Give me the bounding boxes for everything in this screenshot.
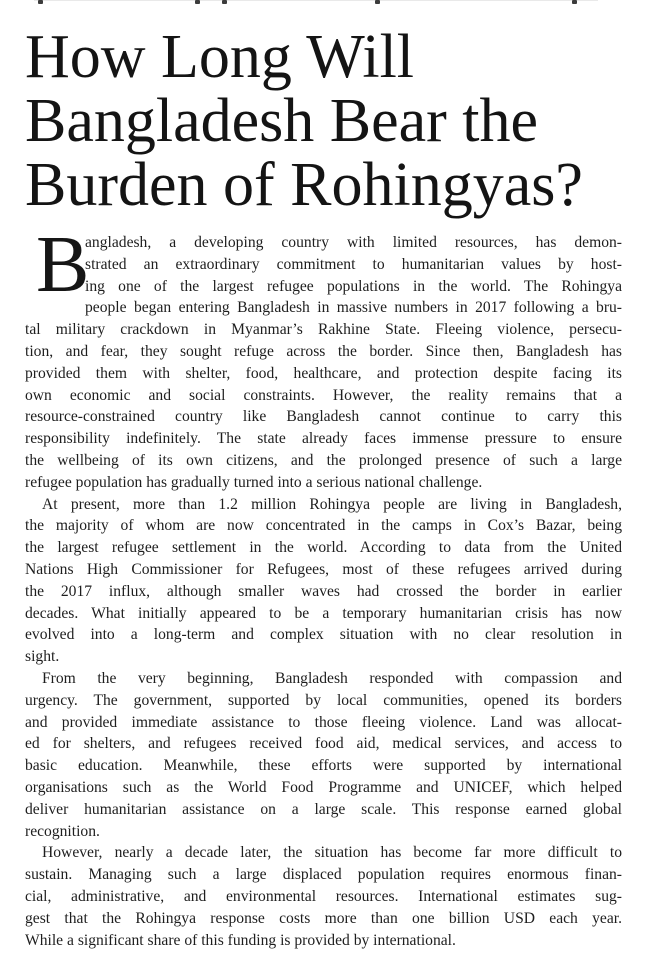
text-line: However, nearly a decade later, the situation has become far more difficult to bbox=[42, 844, 622, 862]
text-line: own economic and social constraints. However, the reality remains that a bbox=[25, 386, 622, 404]
text-line: While a significant share of this funding is provided by international. bbox=[25, 931, 456, 949]
text-line: At present, more than 1.2 million Rohingya people are living in Bangladesh, bbox=[42, 495, 622, 513]
glyph-fragment bbox=[222, 0, 227, 4]
text-line: sight. bbox=[25, 648, 60, 666]
drop-cap: B bbox=[36, 221, 90, 309]
text-line: people began entering Bangladesh in massive numbers in 2017 following a bru- bbox=[85, 299, 622, 317]
text-line: responsibility indefinitely. The state already faces immense pressure to ensure bbox=[25, 430, 622, 448]
headline-line-3: Burden of Rohingyas? bbox=[25, 151, 583, 219]
text-line: recognition. bbox=[25, 822, 100, 840]
glyph-fragment bbox=[38, 0, 43, 4]
text-line: tion, and fear, they sought refuge across the border. Since then, Bangladesh has bbox=[25, 342, 622, 360]
text-line: the wellbeing of its own citizens, and the prolonged presence of such a large bbox=[25, 451, 622, 469]
article-body bbox=[25, 221, 622, 951]
text-line: urgency. The government, supported by local communities, opened its borders bbox=[25, 691, 622, 709]
headline-line-2: Bangladesh Bear the bbox=[25, 87, 539, 155]
text-line: tal military crackdown in Myanmar’s Rakhine State. Fleeing violence, persecu- bbox=[25, 321, 622, 339]
headline-line-1: How Long Will bbox=[25, 23, 415, 91]
text-line: organisations such as the World Food Programme and UNICEF, which helped bbox=[25, 778, 622, 796]
headline bbox=[25, 25, 622, 217]
text-line: gest that the Rohingya response costs more than one billion USD each year. bbox=[25, 909, 622, 927]
text-line: cial, administrative, and environmental resources. International estimates sug- bbox=[25, 887, 622, 905]
text-line: the largest refugee settlement in the world. According to data from the United bbox=[25, 539, 622, 557]
text-line: ing one of the largest refugee populations in the world. The Rohingya bbox=[85, 277, 622, 295]
text-line: evolved into a long-term and complex situation with no clear resolution in bbox=[25, 626, 622, 644]
paragraph bbox=[25, 221, 622, 494]
glyph-fragment bbox=[375, 0, 380, 4]
text-line: strated an extraordinary commitment to humanitarian values by host- bbox=[85, 255, 622, 273]
text-line: and provided immediate assistance to those fleeing violence. Land was allocat- bbox=[25, 713, 622, 731]
text-line: the majority of whom are now concentrated in the camps in Cox’s Bazar, being bbox=[25, 517, 622, 535]
text-line: angladesh, a developing country with limited resources, has demon- bbox=[85, 234, 622, 251]
text-line: sustain. Managing such a large displaced population requires enormous finan- bbox=[25, 866, 622, 884]
paragraph bbox=[25, 842, 622, 951]
text-line: deliver humanitarian assistance on a large scale. This response earned global bbox=[25, 800, 622, 818]
glyph-fragment bbox=[195, 0, 200, 4]
text-line: provided them with shelter, food, healthcare, and protection despite facing its bbox=[25, 364, 622, 382]
text-line: resource-constrained country like Bangladesh cannot continue to carry this bbox=[25, 408, 622, 426]
text-line: refugee population has gradually turned into a serious national challenge. bbox=[25, 473, 483, 491]
text-line: From the very beginning, Bangladesh responded with compassion and bbox=[42, 669, 622, 687]
glyph-fragment bbox=[572, 0, 577, 4]
clipped-text-fragment bbox=[0, 0, 648, 10]
text-line: basic education. Meanwhile, these efforts were supported by international bbox=[25, 757, 622, 775]
text-line: the 2017 influx, although smaller waves had crossed the border in earlier bbox=[25, 582, 622, 600]
text-line: Nations High Commissioner for Refugees, most of these refugees arrived during bbox=[25, 560, 622, 578]
text-line: ed for shelters, and refugees received food aid, medical services, and access to bbox=[25, 735, 622, 753]
paragraph bbox=[25, 668, 622, 842]
text-line: decades. What initially appeared to be a temporary humanitarian crisis has now bbox=[25, 604, 622, 622]
paragraph bbox=[25, 494, 622, 668]
